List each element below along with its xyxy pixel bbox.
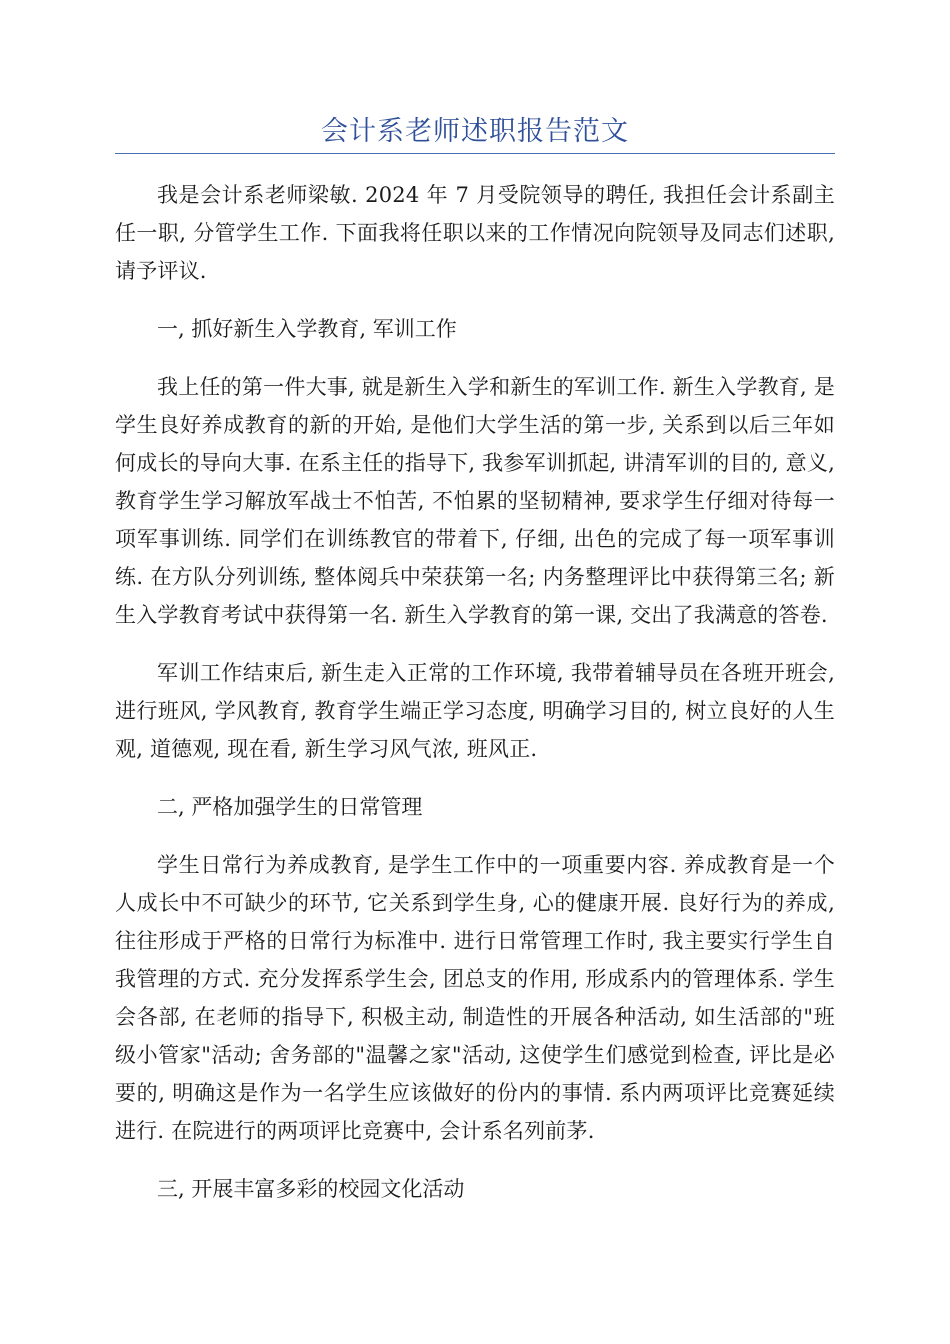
paragraph-intro: 我是会计系老师梁敏. 2024 年 7 月受院领导的聘任, 我担任会计系副主任一职, 分管学生工作. 下面我将任职以来的工作情况向院领导及同志们述职, 请予评议. (115, 183, 835, 283)
paragraph-daily-management: 学生日常行为养成教育, 是学生工作中的一项重要内容. 养成教育是一个人成长中不可缺少的环节, 它关系到学生身, 心的健康开展. 良好行为的养成, 往往形成于严格的日常行为标准中. 进行日常管理工作时, 我主要实行学生自我管理的方式. 充分发挥系学生会, 团总支的作用, 形成系内的管理体系. 学生会各部, 在老师的指导下, 积极主动, 制造性的开展各种活动, 如生活部的"班级小管家"活动; 舍务部的"温馨之家"活动, 这使学生们感觉到检查, 评比是必要的, 明确这是作为一名学生应该做好的份内的事情. 系内两项评比竞赛延续进行. 在院进行的两项评比竞赛中, 会计系名列前茅. (115, 853, 835, 1143)
paragraph-military-training: 我上任的第一件大事, 就是新生入学和新生的军训工作. 新生入学教育, 是学生良好养成教育的新的开始, 是他们大学生活的第一步, 关系到以后三年如何成长的导向大事. 在系主任的指导下, 我参军训抓起, 讲清军训的目的, 意义, 教育学生学习解放军战士不怕苦, 不怕累的坚韧精神, 要求学生仔细对待每一项军事训练. 同学们在训练教官的带着下, 仔细, 出色的完成了每一项军事训练. 在方队分列训练, 整体阅兵中荣获第一名; 内务整理评比中获得第三名; 新生入学教育考试中获得第一名. 新生入学教育的第一课, 交出了我满意的答卷. (115, 375, 835, 627)
paragraph-after-training: 军训工作结束后, 新生走入正常的工作环境, 我带着辅导员在各班开班会, 进行班风, 学风教育, 教育学生端正学习态度, 明确学习目的, 树立良好的人生观, 道德观, 现在看, 新生学习风气浓, 班风正. (115, 661, 835, 761)
title-underline (115, 153, 835, 154)
document-title: 会计系老师述职报告范文 (321, 116, 629, 147)
section-heading-2: 二, 严格加强学生的日常管理 (157, 795, 423, 819)
section-heading-3: 三, 开展丰富多彩的校园文化活动 (157, 1177, 465, 1201)
section-heading-1: 一, 抓好新生入学教育, 军训工作 (157, 317, 457, 341)
document-body (115, 176, 835, 1228)
